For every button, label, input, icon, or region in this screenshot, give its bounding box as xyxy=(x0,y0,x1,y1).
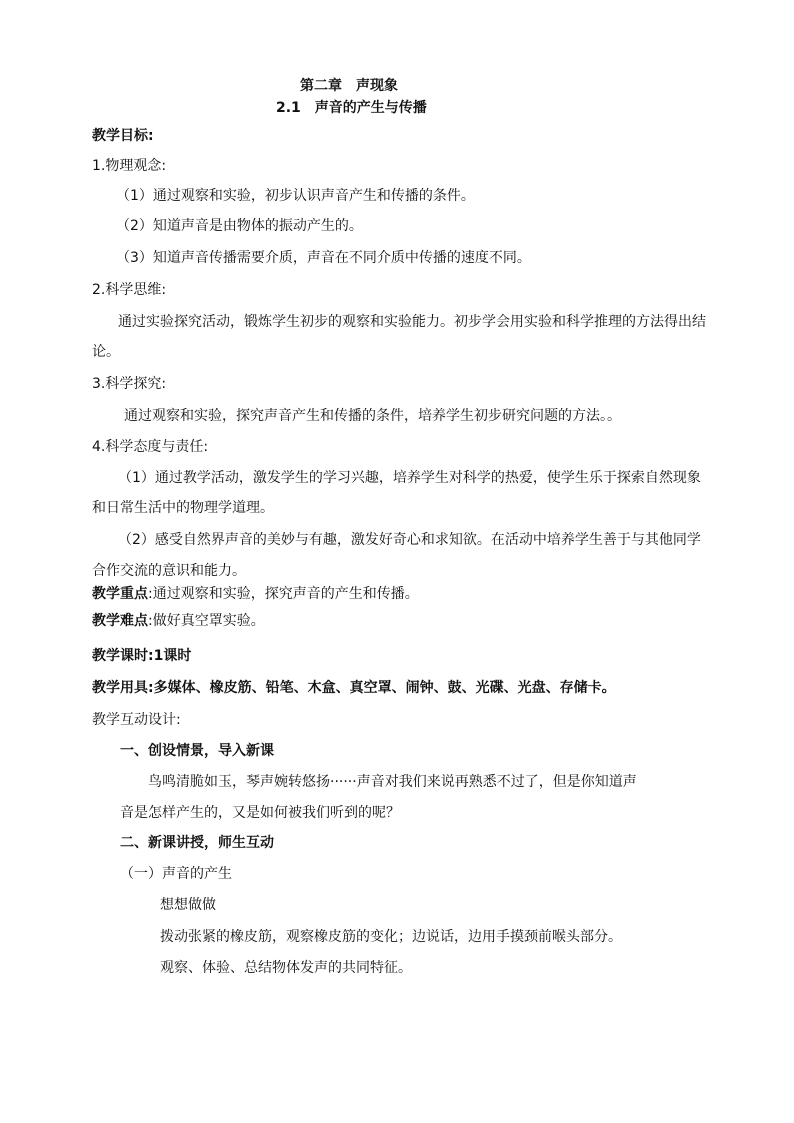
physics-concept-title: 1.物理观念: xyxy=(92,158,167,174)
physics-concept-item-2: （2）知道声音是由物体的振动产生的。 xyxy=(116,218,363,234)
scientific-thinking-line-2: 论。 xyxy=(92,344,120,360)
attitude-item-1-line-2: 和日常生活中的物理学道理。 xyxy=(92,500,274,516)
key-points-label: 教学重点 xyxy=(92,586,148,602)
scientific-thinking-line-1: 通过实验探究活动，锻炼学生初步的观察和实验能力。初步学会用实验和科学推理的方法得出结 xyxy=(118,314,706,330)
part1-title: 一、创设情景，导入新课 xyxy=(120,743,274,759)
chapter-title: 第二章 声现象 xyxy=(300,78,398,94)
scientific-thinking-title: 2.科学思维: xyxy=(92,282,167,298)
part2-sub1: （一）声音的产生 xyxy=(120,866,232,882)
attitude-item-1-line-1: （1）通过教学活动，激发学生的学习兴趣，培养学生对科学的热爱，使学生乐于探索自然现象 xyxy=(118,470,701,486)
summary-text: 观察、体验、总结物体发声的共同特征。 xyxy=(160,960,412,976)
attitude-item-2-line-1: （2）感受自然界声音的美妙与有趣，激发好奇心和求知欲。在活动中培养学生善于与其他同学 xyxy=(118,532,701,548)
tools-line: 教学用具:多媒体、橡皮筋、铅笔、木盒、真空罩、闹钟、鼓、光碟、光盘、存储卡。 xyxy=(92,680,616,696)
key-points-text: :通过观察和实验，探究声音的产生和传播。 xyxy=(148,586,419,602)
difficulties-line xyxy=(92,611,265,631)
section-title: 2.1 声音的产生与传播 xyxy=(276,100,427,116)
scientific-inquiry-title: 3.科学探究: xyxy=(92,376,167,392)
key-points-line xyxy=(92,584,419,604)
attitude-item-2-line-2: 合作交流的意识和能力。 xyxy=(92,563,246,579)
interaction-heading: 教学互动设计: xyxy=(92,712,181,728)
physics-concept-item-3: （3）知道声音传播需要介质，声音在不同介质中传播的速度不同。 xyxy=(116,250,531,266)
attitude-title: 4.科学态度与责任: xyxy=(92,439,209,455)
difficulties-text: :做好真空罩实验。 xyxy=(148,613,265,629)
part2-title: 二、新课讲授，师生互动 xyxy=(120,835,274,851)
periods-line: 教学课时:1课时 xyxy=(92,648,192,664)
physics-concept-item-1: （1）通过观察和实验，初步认识声音产生和传播的条件。 xyxy=(116,188,475,204)
activity-text: 拨动张紧的橡皮筋，观察橡皮筋的变化；边说话，边用手摸颈前喉头部分。 xyxy=(160,929,622,945)
objectives-heading: 教学目标: xyxy=(92,128,154,144)
activity-title: 想想做做 xyxy=(160,897,216,913)
part1-line-1: 鸟鸣清脆如玉，琴声婉转悠扬······声音对我们来说再熟悉不过了，但是你知道声 xyxy=(148,774,637,790)
part1-line-2: 音是怎样产生的，又是如何被我们听到的呢？ xyxy=(120,805,400,821)
scientific-inquiry-text: 通过观察和实验，探究声音产生和传播的条件，培养学生初步研究问题的方法。。 xyxy=(124,408,621,424)
difficulties-label: 教学难点 xyxy=(92,613,148,629)
